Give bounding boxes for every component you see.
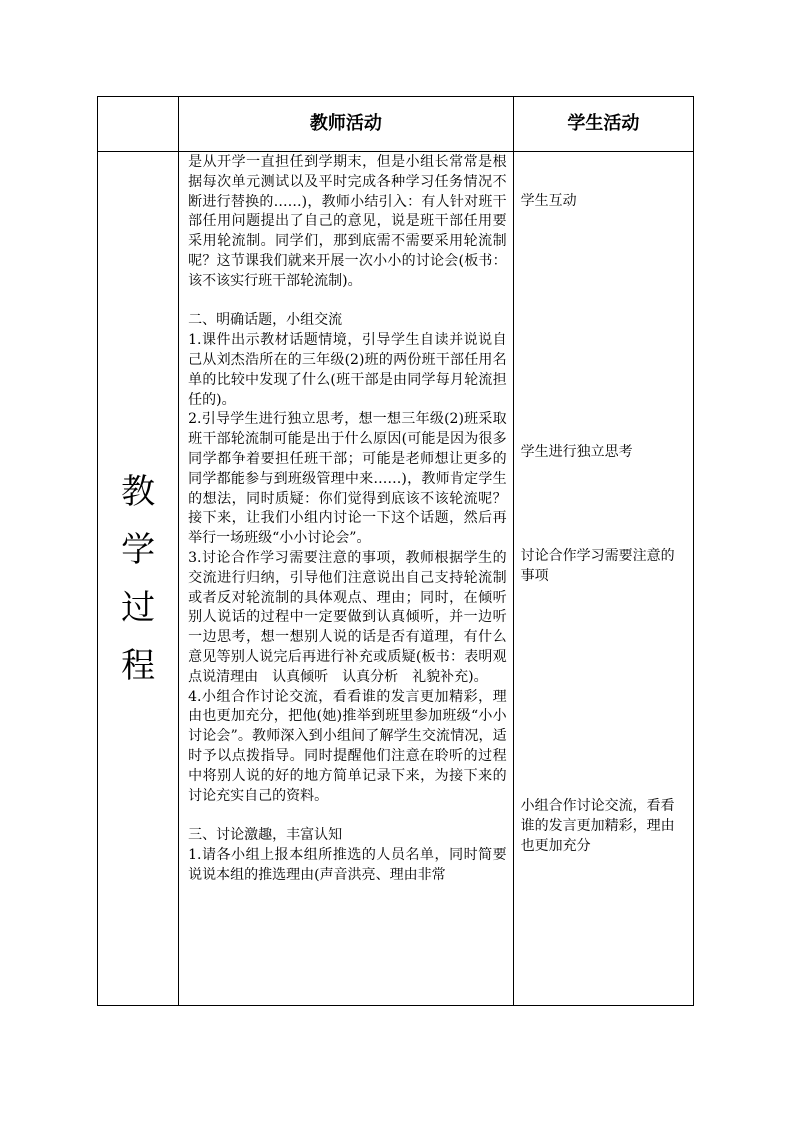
- section-label-char: 过: [121, 587, 156, 628]
- section-heading: 二、明确话题，小组交流: [188, 312, 343, 329]
- student-activity-item: 小组合作讨论交流，看看谁的发言更加精彩，理由也更加充分: [520, 798, 675, 854]
- student-activity-header-text: 学生活动: [567, 113, 640, 134]
- teacher-activity-header-text: 教师活动: [309, 113, 382, 134]
- section-label-char: 学: [121, 529, 156, 570]
- header-row: [98, 97, 694, 152]
- header-empty-cell: [98, 97, 179, 152]
- teacher-paragraph: 3.讨论合作学习需要注意的事项，教师根据学生的交流进行归纳，引导他们注意说出自己支持轮流制或者反对轮流制的具体观点、理由；同时，在倾听别人说话的过程中一定要做到认真倾听，并一边听一边思考，想一想别人说的话是否有道理，有什么意见等别人说完后再进行补充或质疑(板书：表明观点说清理由 认真倾听 认真分析 礼貌补充)。: [188, 549, 507, 685]
- teaching-process-label: [98, 152, 179, 1006]
- teacher-activity-header: [179, 97, 514, 152]
- student-activity-item: 学生进行独立思考: [520, 444, 633, 460]
- student-activity-item: 学生互动: [520, 193, 577, 209]
- section-label-char: 教: [121, 471, 156, 512]
- body-row: [98, 152, 694, 1006]
- teacher-activity-cell: [179, 152, 514, 1006]
- student-activity-item: 讨论合作学习需要注意的事项: [520, 548, 675, 584]
- student-activity-header: [513, 97, 693, 152]
- teacher-paragraph: 1.请各小组上报本组所推选的人员名单，同时简要说说本组的推选理由(声音洪亮、理由非常: [188, 846, 507, 883]
- teacher-paragraph: 是从开学一直担任到学期末，但是小组长常常是根据每次单元测试以及平时完成各种学习任务情况不断进行替换的……)，教师小结引入：有人针对班干部任用问题提出了自己的意见，说是班干部任用要采用轮流制。同学们，那到底需不需要采用轮流制呢？这节课我们就来开展一次小小的讨论会(板书：该不该实行班干部轮流制)。: [188, 154, 507, 289]
- teacher-paragraph: 4.小组合作讨论交流，看看谁的发言更加精彩，理由也更加充分，把他(她)推举到班里参加班级“小小讨论会”。教师深入到小组间了解学生交流情况，适时予以点拨指导。同时提醒他们注意在聆听的过程中将别人说的好的地方简单记录下来，为接下来的讨论充实自己的资料。: [188, 688, 507, 804]
- blank-line: [188, 806, 507, 826]
- teacher-activity-text: [179, 152, 513, 885]
- blank-line: [188, 292, 507, 312]
- lesson-plan-table: [97, 96, 694, 1006]
- teacher-paragraph: 2.引导学生进行独立思考，想一想三年级(2)班采取班干部轮流制可能是出于什么原因(可能是因为很多同学都争着要担任班干部；可能是老师想让更多的同学都能参与到班级管理中来……)，教师肯定学生的想法，同时质疑：你们觉得到底该不该轮流呢？接下来，让我们小组内讨论一下这个话题，然后再举行一场班级“小小讨论会”。: [188, 411, 507, 547]
- section-label-char: 程: [121, 645, 156, 686]
- student-activity-text: [514, 152, 693, 1005]
- student-activity-cell: [513, 152, 693, 1006]
- section-heading: 三、讨论激趣，丰富认知: [188, 827, 343, 844]
- teacher-paragraph: 1.课件出示教材话题情境，引导学生自读并说说自己从刘杰浩所在的三年级(2)班的两份班干部任用名单的比较中发现了什么(班干部是由同学每月轮流担任的)。: [188, 332, 507, 408]
